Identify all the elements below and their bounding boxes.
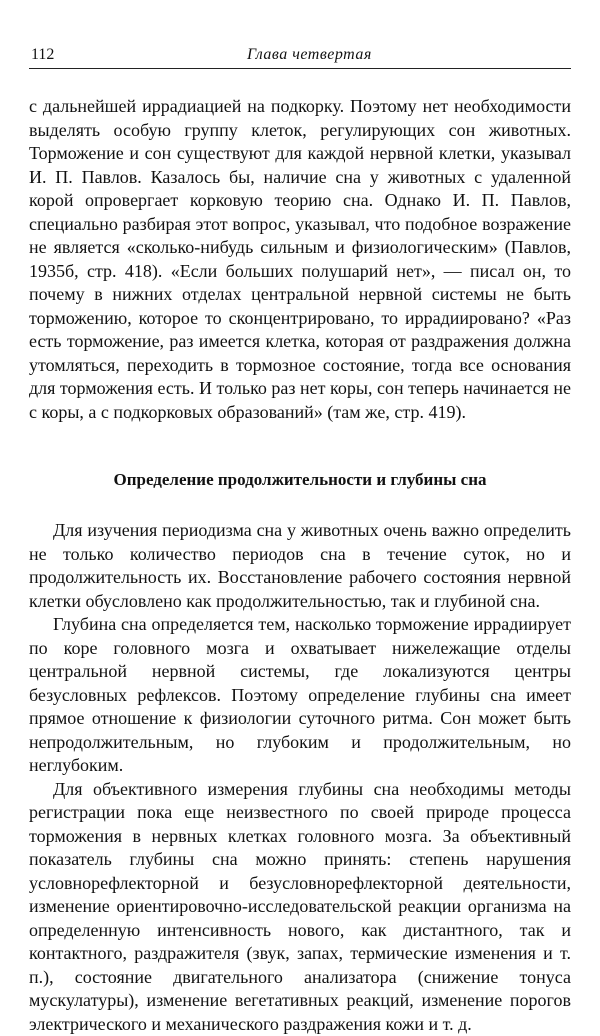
page-number: 112 bbox=[31, 46, 54, 64]
paragraph-continuation: с дальнейшей иррадиацией на подкорку. Поэтому нет необходимости выделять особую группу клеток, регулирующих сон животных. Торможение и сон существуют для каждой нервной клетки, указывал И. П. Павлов. Казалось бы, наличие сна у животных с удаленной корой опровергает корковую теорию сна. Однако И. П. Павлов, специально разбирая этот вопрос, указывал, что подобное возражение не является «сколько-нибудь сильным и физиологическим» (Павлов, 1935б, стр. 418). «Если больших полушарий нет», — писал он, то почему в нижних отделах центральной нервной системы не быть торможению, которое то сконцентрировано, то иррадиировано? «Раз есть торможение, раз имеется клетка, которая от раздражения должна утомляться, переходить в тормозное состояние, тогда все основания для торможения есть. И только раз нет коры, сон теперь начинается не с коры, а с подкорковых образований» (там же, стр. 419). bbox=[29, 95, 571, 424]
paragraph: Глубина сна определяется тем, насколько торможение иррадиирует по коре головного мозга и охватывает нижележащие отделы центральной нервной системы, где локализуются центры безусловных рефлексов. Поэтому определение глубины сна имеет прямое отношение к физиологии суточного ритма. Сон может быть непродолжительным, но глубоким и продолжительным, но неглубоким. bbox=[29, 613, 571, 778]
section-heading: Определение продолжительности и глубины сна bbox=[29, 469, 571, 491]
running-header bbox=[29, 40, 571, 69]
paragraph: Для объективного измерения глубины сна необходимы методы регистрации пока еще неизвестного по своей природе процесса торможения в нервных клетках головного мозга. За объективный показатель глубины сна можно принять: степень нарушения условнорефлекторной и безусловнорефлекторной деятельности, изменение ориентировочно-исследовательской реакции организма на определенную интенсивность нового, как дистантного, так и контактного, раздражителя (звук, запах, термические изменения и т. п.), состояние двигательного анализатора (снижение тонуса мускулатуры), изменение вегетативных реакций, изменение порогов электрического и механического раздражения кожи и т. д. bbox=[29, 778, 571, 1036]
chapter-title: Глава четвертая bbox=[247, 46, 372, 64]
section-body bbox=[29, 519, 571, 1036]
book-page bbox=[29, 40, 571, 1036]
paragraph: Для изучения периодизма сна у животных очень важно определить не только количество периодов сна в течение суток, но и продолжительность их. Восстановление рабочего состояния нервной клетки обусловлено как продолжительностью, так и глубиной сна. bbox=[29, 519, 571, 613]
